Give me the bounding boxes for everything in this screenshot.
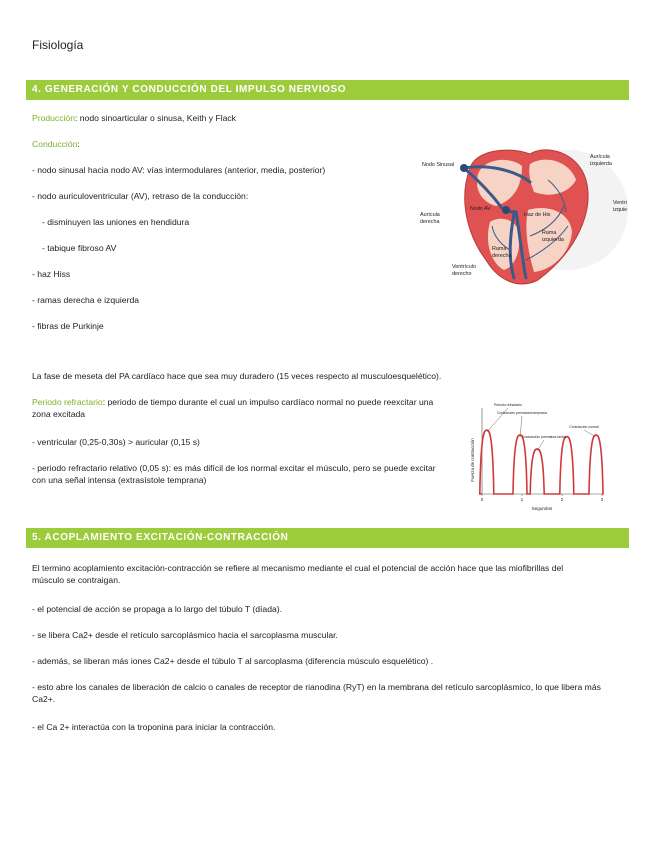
- meseta-paragraph: La fase de meseta del PA cardíaco hace que sea muy duradero (15 veces respecto al musculoesquelético).: [32, 371, 442, 381]
- list-item: - nodo sinusal hacia nodo AV: vías intermodulares (anterior, media, posterior): [32, 165, 326, 175]
- chart-annotation: Contracción normal: [569, 425, 599, 429]
- refractario-label: Periodo refractario: [32, 397, 103, 407]
- label-haz-his: Haz de His: [524, 212, 551, 218]
- conduccion-label: Conducción: [32, 139, 78, 149]
- x-tick-label: 0: [480, 497, 484, 502]
- relativo-paragraph: - periodo refractario relativo (0,05 s): es más difícil de los normal excitar el músculo, pero se puede excitar con una señal intensa (extrasístole temprana): [32, 463, 436, 485]
- chart-annotation: Contracción prematura tardía: [521, 435, 567, 439]
- list-item: - ventricular (0,25-0,30s) > auricular (0,15 s): [32, 437, 200, 447]
- annotation-leader: [537, 440, 544, 451]
- section-5-intro: El termino acoplamiento excitación-contracción se refiere al mecanismo mediante el cual el potencial de acción hace que las miofibrillas del músculo se contraigan.: [32, 563, 564, 585]
- label-auricula-der-1: Aurícula: [420, 212, 440, 218]
- section-5-title-bar: 5. ACOPLAMIENTO EXCITACIÓN-CONTRACCIÓN: [26, 528, 629, 548]
- label-ventr-der-2: derecho: [452, 271, 472, 277]
- produccion-label: Producción: [32, 113, 75, 123]
- av-node-marker: [502, 206, 510, 214]
- x-tick-label: 1: [520, 497, 524, 502]
- label-nodo-av: Nodo AV: [470, 206, 491, 212]
- refractory-chart: [460, 398, 610, 514]
- label-auricula-der-2: derecha: [420, 219, 440, 225]
- list-item: - además, se liberan más iones Ca2+ desde el túbulo T al sarcoplasma (diferencia músculo esquelético) .: [32, 656, 434, 666]
- label-auricula-izq-2: izquierda: [590, 161, 612, 167]
- label-rama-der-2: derecha: [492, 253, 512, 259]
- x-tick-label: 2: [560, 497, 564, 502]
- list-item: - nodo auriculoventricular (AV), retraso de la conducción:: [32, 191, 249, 201]
- chart-annotation: Contracción prematura temprana: [497, 411, 547, 415]
- produccion-text: : nodo sinoarticular o sinusa, Keith y Flack: [75, 113, 236, 123]
- label-ventr-der-1: Ventrículo: [452, 264, 476, 270]
- annotation-leader: [520, 416, 522, 437]
- list-item: - esto abre los canales de liberación de calcio o canales de receptor de rianodina (RyT) en la membrana del retículo sarcoplásmico, lo que libera más Ca2+.: [32, 682, 601, 704]
- list-item: - se libera Ca2+ desde el retículo sarcoplásmico hacia el sarcoplasma muscular.: [32, 630, 338, 640]
- list-item: - fibras de Purkinje: [32, 321, 104, 331]
- refractario-paragraph: [32, 396, 442, 420]
- page-header: Fisiología: [32, 38, 84, 52]
- force-curve: [480, 430, 603, 494]
- conduccion-colon: :: [77, 139, 80, 149]
- list-item: - tabique fibroso AV: [42, 243, 117, 253]
- chart-xlabel: Segundos: [531, 506, 553, 511]
- list-item: - el potencial de acción se propaga a lo largo del túbulo T (díada).: [32, 604, 283, 614]
- list-item: - el Ca 2+ interactúa con la troponina para iniciar la contracción.: [32, 722, 276, 732]
- list-item: - ramas derecha e izquierda: [32, 295, 139, 305]
- conduccion-line: [32, 138, 80, 150]
- annotation-leader: [584, 430, 596, 437]
- chart-annotation: Periodo refractario: [494, 403, 522, 407]
- produccion-line: [32, 112, 236, 124]
- chart-ylabel: Fuerza de contracción: [470, 438, 475, 482]
- label-rama-der-1: Rama: [492, 246, 507, 252]
- label-ventr-1: Ventri: [613, 200, 627, 206]
- heart-conduction-figure: [418, 140, 630, 290]
- sinus-node-marker: [460, 164, 468, 172]
- label-nodo-sinusal: Nodo Sinusal: [422, 162, 455, 168]
- x-tick-label: 3: [600, 497, 604, 502]
- label-auricula-izq-1: Aurícula: [590, 154, 610, 160]
- label-rama-izq-1: Rama: [542, 230, 557, 236]
- label-ventr-2: izquie: [613, 207, 628, 213]
- refractario-text: : periodo de tiempo durante el cual un impulso cardíaco normal no puede reexcitar una zona excitada: [32, 397, 434, 419]
- section-4-title-bar: 4. GENERACIÓN Y CONDUCCIÓN DEL IMPULSO NERVIOSO: [26, 80, 629, 100]
- list-item: - haz Hiss: [32, 269, 71, 279]
- label-rama-izq-2: izquierda: [542, 237, 564, 243]
- list-item: - disminuyen las uniones en hendidura: [42, 217, 190, 227]
